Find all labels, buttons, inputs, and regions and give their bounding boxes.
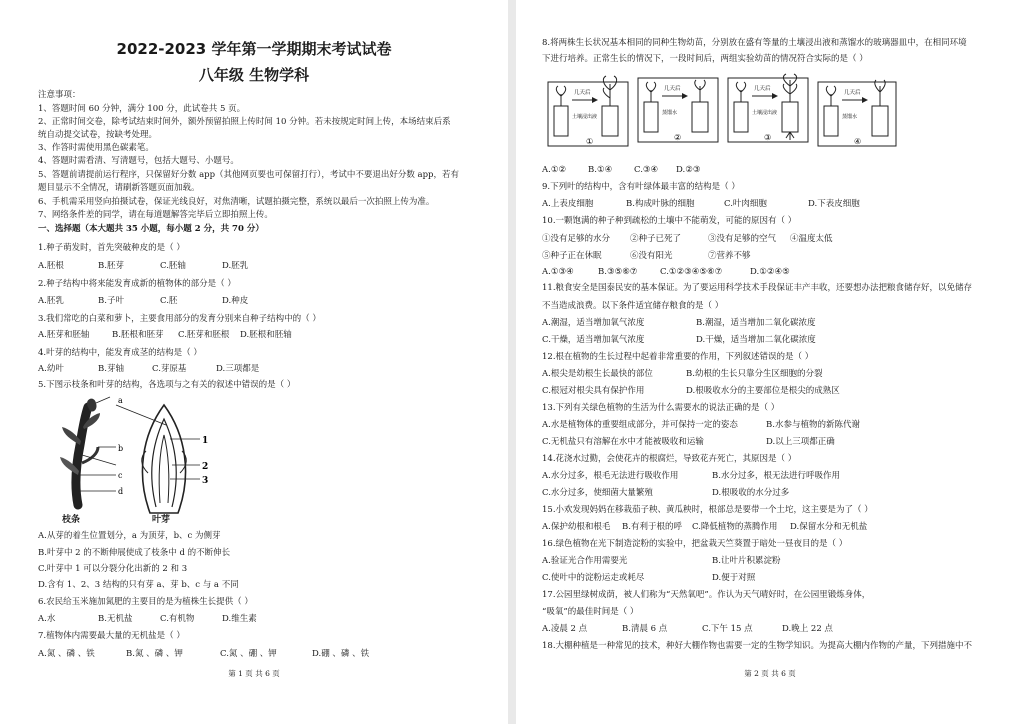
arrowhead xyxy=(772,93,778,99)
option: A.幼叶 xyxy=(38,364,64,374)
question-10: 10.一颗饱满的种子种到疏松的土壤中不能萌发，可能的原因有（ ） xyxy=(542,216,797,226)
label-3: 3 xyxy=(202,476,209,486)
panel-2-before xyxy=(644,82,658,132)
question-1: 1.种子萌发时，首先突破种皮的是（ ） xyxy=(38,243,185,253)
panel-number: ② xyxy=(674,133,682,142)
liquid-label: 土壤浸出液 xyxy=(752,110,778,116)
panel-1-before xyxy=(554,86,568,136)
branch-label: 枝条 xyxy=(62,515,81,525)
option: B.芽轴 xyxy=(98,364,124,374)
reason-item: ②种子已死了 xyxy=(630,234,682,244)
option: D.晚上 22 点 xyxy=(782,624,833,634)
question-17: 17.公园里绿树成荫，被人们称为“天然氧吧”。作认为天气晴好时，在公园里锻炼身体， xyxy=(542,590,871,600)
notice-line: 6、手机需采用竖向拍摄试卷，保证光线良好，对焦清晰，试题拍摄完整，系统以最后一次拍照上传为准。 xyxy=(38,197,435,207)
option: A.胚芽和胚轴 xyxy=(38,330,90,340)
option: A.从芽的着生位置划分，a 为顶芽，b、c 为侧芽 xyxy=(38,531,221,541)
option: D.硼 、磷 、铁 xyxy=(312,649,370,659)
arrowhead xyxy=(862,97,868,103)
option: C.氮 、硼 、钾 xyxy=(220,649,277,659)
question-8-line2: 下进行培养。正常生长的情况下，一段时间后，两组实验幼苗的情况符合实际的是（ ） xyxy=(542,54,868,64)
option: D.三项都是 xyxy=(216,364,260,374)
option: C.有机物 xyxy=(160,614,195,624)
option: C.降低植物的蒸腾作用 xyxy=(692,522,778,532)
option: D.①②④⑤ xyxy=(750,267,790,277)
option: C.根冠对根尖具有保护作用 xyxy=(542,386,645,396)
pointer-line xyxy=(96,397,110,403)
branch-illustration xyxy=(60,399,100,505)
option: B.幼根的生长只靠分生区细胞的分裂 xyxy=(686,369,823,379)
notice-line: 题目显示不全情况，请刷新答题页面加载。 xyxy=(38,183,200,193)
option: C.使叶中的淀粉运走或耗尽 xyxy=(542,573,645,583)
exam-title: 2022-2023 学年第一学期期末考试试卷 xyxy=(116,40,392,58)
option: C.芽原基 xyxy=(152,364,187,374)
option: D.保留水分和无机盐 xyxy=(790,522,868,532)
reason-item: ③没有足够的空气 xyxy=(708,234,777,244)
option: A.根尖是幼根生长最快的部位 xyxy=(542,369,653,379)
label-b: b xyxy=(118,444,124,453)
question-7: 7.植物体内需要最大量的无机盐是（ ） xyxy=(38,631,185,641)
question-11-line2: 不当造成浪费。以下条件适宜储存粮食的是（ ） xyxy=(542,301,724,311)
days-later-label: 几天后 xyxy=(664,86,681,92)
option: A.上表皮细胞 xyxy=(542,199,594,209)
question-18: 18.大棚种植是一种常见的技术，种好大棚作物也需要一定的生物学知识。为提高大棚内作物的产量，下列措施中不 xyxy=(542,641,973,651)
option: C.叶芽中 1 可以分裂分化出新的 2 和 3 xyxy=(38,564,188,574)
option: C.胚 xyxy=(160,296,178,306)
question-12: 12.根在植物的生长过程中起着非常重要的作用，下列叙述错误的是（ ） xyxy=(542,352,814,362)
reason-item: ⑦营养不够 xyxy=(708,251,751,261)
reason-item: ⑥没有阳光 xyxy=(630,251,673,261)
option: B.无机盐 xyxy=(98,614,133,624)
option: D.②③ xyxy=(676,165,701,175)
option: A.氮 、磷 、铁 xyxy=(38,649,95,659)
option: D.根吸收水分的主要部位是根尖的成熟区 xyxy=(686,386,840,396)
label-d: d xyxy=(118,487,124,496)
question-5: 5.下图示枝条和叶芽的结构，各选项与之有关的叙述中错误的是（ ） xyxy=(38,380,296,390)
option: B.胚根和胚芽 xyxy=(112,330,164,340)
exam-page-1 xyxy=(0,0,508,724)
reason-item: ⑤种子正在休眠 xyxy=(542,251,602,261)
question-4: 4.叶芽的结构中，能发育成茎的结构是（ ） xyxy=(38,348,202,358)
days-later-label: 几天后 xyxy=(574,90,591,96)
days-later-label: 几天后 xyxy=(754,86,771,92)
option: C.①②③④⑤⑥⑦ xyxy=(660,267,723,277)
option: B.清晨 6 点 xyxy=(622,624,668,634)
question-13: 13.下列有关绿色植物的生活为什么需要水的说法正确的是（ ） xyxy=(542,403,780,413)
panel-2-after xyxy=(692,80,708,132)
question-11: 11.粮食安全是国泰民安的基本保证。为了要运用科学技术手段保证丰产丰收，还要想办法把粮食储存好，以免储存 xyxy=(542,283,973,293)
panel-3-before xyxy=(734,82,748,132)
option: A.①② xyxy=(542,165,567,175)
question-3: 3.我们常吃的白菜和萝卜，主要食用部分的发育分别来自种子结构中的（ ） xyxy=(38,314,321,324)
option: A.胚根 xyxy=(38,261,64,271)
liquid-label: 蒸馏水 xyxy=(842,114,858,120)
arrowhead xyxy=(682,93,688,99)
option: D.便于对照 xyxy=(712,573,756,583)
notice-line: 3、作答时需使用黑色碳素笔。 xyxy=(38,143,154,153)
option: D.以上三项都正确 xyxy=(766,437,835,447)
option: D.胚乳 xyxy=(222,261,249,271)
option: D.胚根和胚轴 xyxy=(240,330,292,340)
exam-subtitle: 八年级 生物学科 xyxy=(198,66,310,84)
section-heading: 一、选择题（本大题共 35 小题，每小题 2 分，共 70 分） xyxy=(38,224,264,234)
option: B.让叶片积累淀粉 xyxy=(712,556,781,566)
notice-line: 1、答题时间 60 分钟，满分 100 分，此试卷共 5 页。 xyxy=(38,104,246,114)
option: B.水分过多，根无法进行呼吸作用 xyxy=(712,471,840,481)
question-15: 15.小欢发现妈妈在移栽茄子秧、黄瓜秧时，根部总是要带一个土坨，这主要是为了（ ） xyxy=(542,505,873,515)
option: C.胚轴 xyxy=(160,261,186,271)
option: A.凌晨 2 点 xyxy=(542,624,588,634)
leaf-bud-illustration xyxy=(142,405,187,513)
option: C.胚芽和胚根 xyxy=(178,330,230,340)
panel-number: ④ xyxy=(854,137,862,146)
seedling-experiment-figure xyxy=(546,72,898,154)
option: B.①④ xyxy=(588,165,613,175)
option: A.胚乳 xyxy=(38,296,64,306)
option: A.验证光合作用需要光 xyxy=(542,556,628,566)
exam-page-2 xyxy=(516,0,1024,724)
notice-line: 7、网络条件差的同学，请在每道题解答完毕后立即拍照上传。 xyxy=(38,210,273,220)
option: D.下表皮细胞 xyxy=(808,199,860,209)
option: B.胚芽 xyxy=(98,261,124,271)
option: A.①③④ xyxy=(542,267,574,277)
label-a: a xyxy=(118,396,123,405)
days-later-label: 几天后 xyxy=(844,90,861,96)
option: C.下午 15 点 xyxy=(702,624,753,634)
question-8: 8.将两株生长状况基本相同的同种生物幼苗，分别放在盛有等量的土壤浸出液和蒸馏水的玻璃器皿中，在相同环境 xyxy=(542,38,967,48)
question-2: 2.种子结构中将来能发育成新的植物体的部分是（ ） xyxy=(38,279,236,289)
label-1: 1 xyxy=(202,436,209,446)
notice-line: 2、正常时间交卷，除考试结束时间外，额外预留拍照上传时间 10 分钟。若未按规定时间上传，本场结束后系 xyxy=(38,117,451,127)
option: B.氮 、磷 、钾 xyxy=(126,649,183,659)
option: B.③⑤⑥⑦ xyxy=(598,267,638,277)
option: A.水 xyxy=(38,614,56,624)
notice-line: 5、答题前请提前运行程序，只保留好分数 app（其他网页要也可保留打行），考试中不要退出好分数 app，若有 xyxy=(38,170,459,180)
option: D.维生素 xyxy=(222,614,257,624)
option: B.水参与植物的新陈代谢 xyxy=(766,420,860,430)
panel-4-before xyxy=(824,86,838,136)
option: D.根吸收的水分过多 xyxy=(712,488,790,498)
branch-bud-figure xyxy=(40,395,220,525)
question-16: 16.绿色植物在光下制造淀粉的实验中，把盆栽天竺葵置于暗处一昼夜目的是（ ） xyxy=(542,539,848,549)
option: A.潮湿，适当增加氧气浓度 xyxy=(542,318,645,328)
page-footer: 第 1 页 共 6 页 xyxy=(228,669,280,678)
option: B.构成叶脉的细胞 xyxy=(626,199,695,209)
option: D.种皮 xyxy=(222,296,249,306)
notice-line: 统自动提交试卷，按缺考处理。 xyxy=(38,130,158,140)
panel-number: ① xyxy=(586,137,594,146)
page-gap xyxy=(508,0,516,724)
option: B.潮湿，适当增加二氧化碳浓度 xyxy=(696,318,816,328)
option: C.③④ xyxy=(634,165,659,175)
liquid-label: 蒸馏水 xyxy=(662,110,678,116)
reason-item: ④温度太低 xyxy=(790,234,833,244)
option: C.干燥，适当增加氧气浓度 xyxy=(542,335,645,345)
panel-3-after xyxy=(782,74,798,140)
question-6: 6.农民给玉米施加氮肥的主要目的是为植株生长提供（ ） xyxy=(38,597,253,607)
option: C.叶肉细胞 xyxy=(724,199,767,209)
option: A.水分过多，根毛无法进行吸收作用 xyxy=(542,471,679,481)
option: A.保护幼根和根毛 xyxy=(542,522,611,532)
option: C.无机盐只有溶解在水中才能被吸收和运输 xyxy=(542,437,704,447)
notice-heading: 注意事项： xyxy=(38,90,81,100)
option: B.叶芽中 2 的不断伸展使成了枝条中 d 的不断伸长 xyxy=(38,548,231,558)
liquid-label: 土壤浸出液 xyxy=(572,114,598,120)
label-c: c xyxy=(118,471,123,480)
arrowhead xyxy=(592,97,598,103)
option: C.水分过多，使细菌大量繁殖 xyxy=(542,488,653,498)
option: D.含有 1、2、3 结构的只有芽 a、芽 b、c 与 a 不同 xyxy=(38,580,239,590)
leaf-bud-label: 叶芽 xyxy=(152,515,171,525)
question-14: 14.花浇水过勤，会使花卉的根腐烂，导致花卉死亡，其原因是（ ） xyxy=(542,454,797,464)
option: D.干燥，适当增加二氧化碳浓度 xyxy=(696,335,816,345)
panel-1-after xyxy=(602,76,618,136)
question-9: 9.下列叶的结构中，含有叶绿体最丰富的结构是（ ） xyxy=(542,182,740,192)
panel-4-after xyxy=(872,80,888,136)
panel-number: ③ xyxy=(764,133,772,142)
option: A.水是植物体的重要组成部分，并可保持一定的姿态 xyxy=(542,420,738,430)
notice-line: 4、答题时需看清、写清题号，包括大题号、小题号。 xyxy=(38,156,239,166)
option: B.有利于根的呼 xyxy=(622,522,682,532)
option: B.子叶 xyxy=(98,296,124,306)
page-footer: 第 2 页 共 6 页 xyxy=(744,669,796,678)
pointer-line xyxy=(116,405,166,425)
label-2: 2 xyxy=(202,462,209,472)
reason-item: ①没有足够的水分 xyxy=(542,234,611,244)
question-17-line2: “吸氧”的最佳时间是（ ） xyxy=(542,607,639,617)
